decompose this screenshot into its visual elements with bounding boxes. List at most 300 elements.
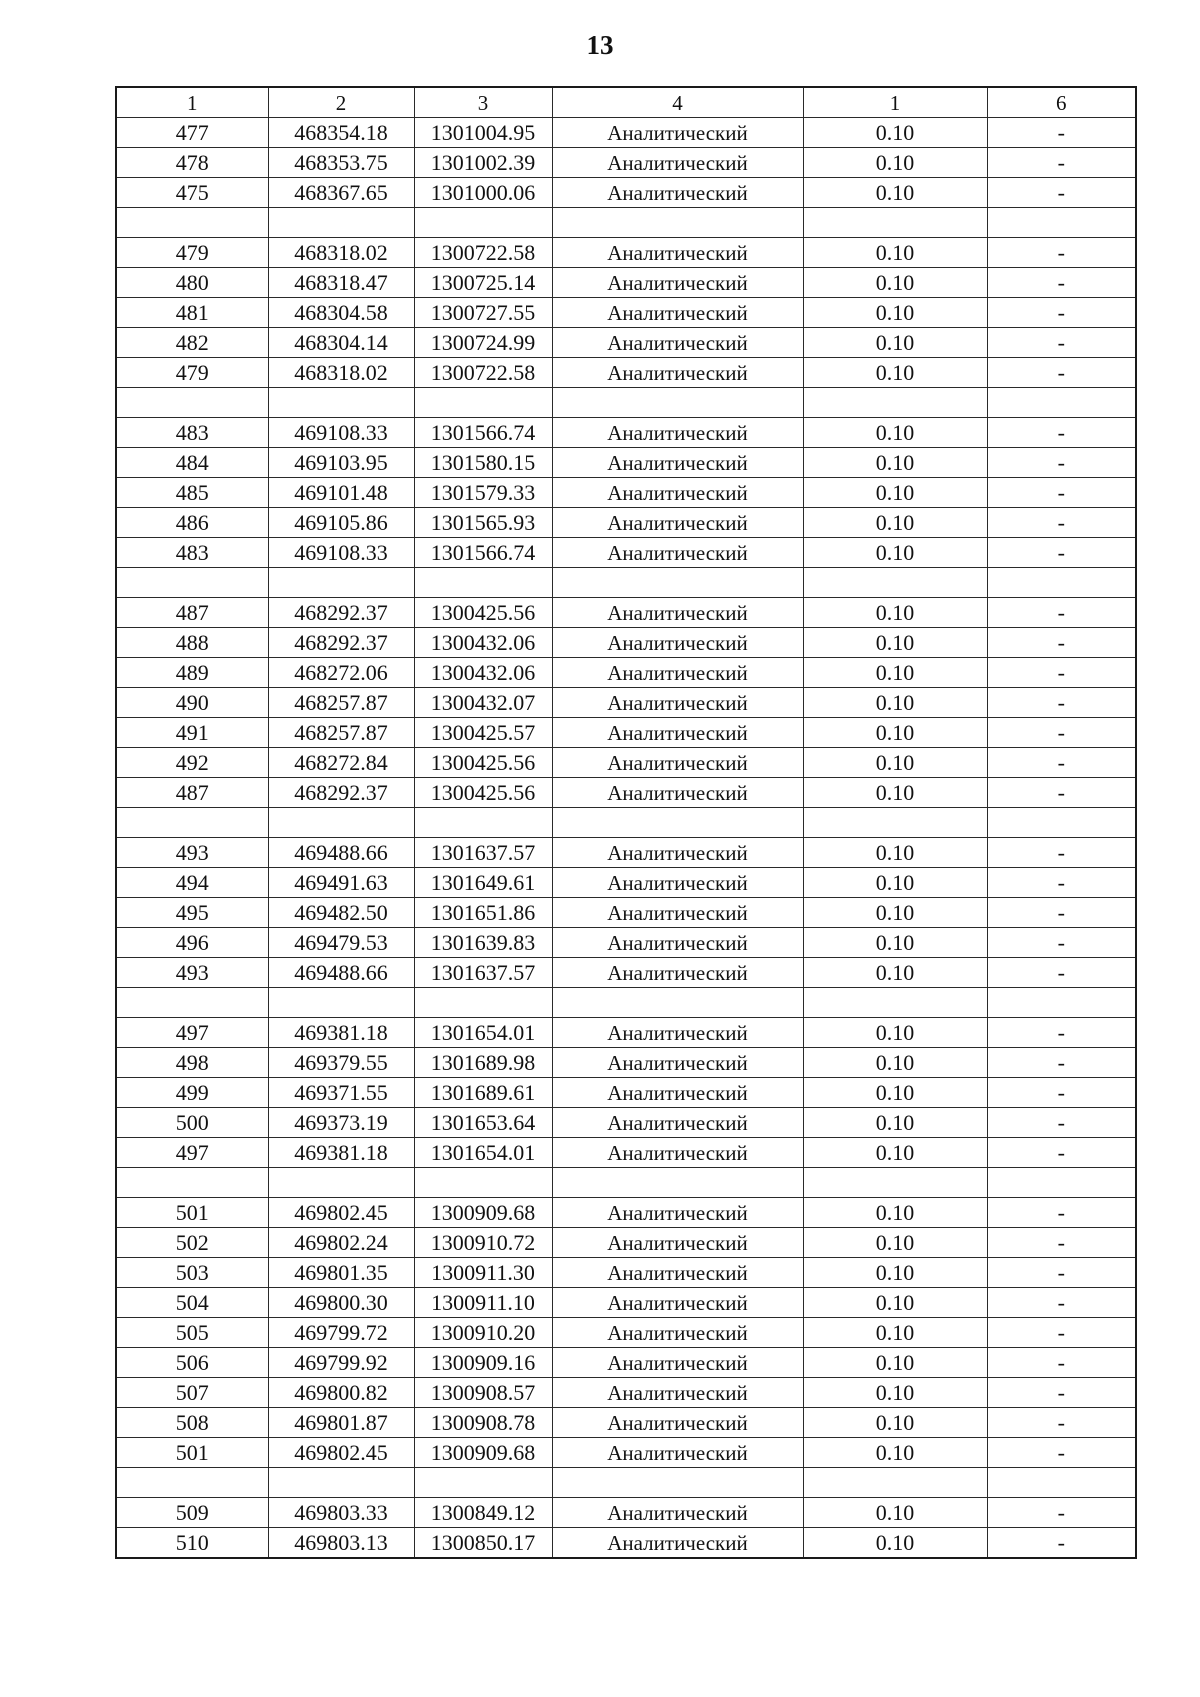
empty-cell <box>268 988 414 1018</box>
accuracy-cell: 0.10 <box>803 268 987 298</box>
note-cell: - <box>987 1048 1136 1078</box>
empty-cell <box>268 388 414 418</box>
note-cell: - <box>987 1198 1136 1228</box>
x-coordinate-cell: 468353.75 <box>268 148 414 178</box>
table-row <box>116 448 1136 478</box>
accuracy-cell: 0.10 <box>803 1018 987 1048</box>
y-coordinate-cell: 1301565.93 <box>414 508 552 538</box>
y-coordinate-cell: 1301566.74 <box>414 418 552 448</box>
method-cell: Аналитический <box>552 118 803 148</box>
note-cell: - <box>987 298 1136 328</box>
table-row <box>116 1108 1136 1138</box>
x-coordinate-cell: 469488.66 <box>268 838 414 868</box>
method-cell: Аналитический <box>552 238 803 268</box>
header-cell: 3 <box>414 87 552 118</box>
point-number-cell: 492 <box>116 748 268 778</box>
empty-cell <box>268 808 414 838</box>
y-coordinate-cell: 1300911.30 <box>414 1258 552 1288</box>
empty-cell <box>414 568 552 598</box>
empty-cell <box>414 208 552 238</box>
y-coordinate-cell: 1300425.56 <box>414 748 552 778</box>
point-number-cell: 509 <box>116 1498 268 1528</box>
table-row <box>116 658 1136 688</box>
separator-row <box>116 388 1136 418</box>
separator-row <box>116 988 1136 1018</box>
note-cell: - <box>987 1438 1136 1468</box>
x-coordinate-cell: 468272.84 <box>268 748 414 778</box>
point-number-cell: 487 <box>116 778 268 808</box>
method-cell: Аналитический <box>552 1348 803 1378</box>
y-coordinate-cell: 1301689.61 <box>414 1078 552 1108</box>
table-row <box>116 1498 1136 1528</box>
x-coordinate-cell: 469802.45 <box>268 1438 414 1468</box>
method-cell: Аналитический <box>552 1198 803 1228</box>
separator-row <box>116 568 1136 598</box>
point-number-cell: 502 <box>116 1228 268 1258</box>
point-number-cell: 483 <box>116 418 268 448</box>
y-coordinate-cell: 1301579.33 <box>414 478 552 508</box>
note-cell: - <box>987 418 1136 448</box>
x-coordinate-cell: 469479.53 <box>268 928 414 958</box>
y-coordinate-cell: 1300909.16 <box>414 1348 552 1378</box>
empty-cell <box>803 568 987 598</box>
accuracy-cell: 0.10 <box>803 1198 987 1228</box>
empty-cell <box>552 388 803 418</box>
note-cell: - <box>987 178 1136 208</box>
x-coordinate-cell: 468292.37 <box>268 628 414 658</box>
method-cell: Аналитический <box>552 1078 803 1108</box>
x-coordinate-cell: 469801.87 <box>268 1408 414 1438</box>
point-number-cell: 479 <box>116 358 268 388</box>
table-row <box>116 1318 1136 1348</box>
x-coordinate-cell: 469802.24 <box>268 1228 414 1258</box>
empty-cell <box>116 1168 268 1198</box>
note-cell: - <box>987 1228 1136 1258</box>
point-number-cell: 478 <box>116 148 268 178</box>
empty-cell <box>414 388 552 418</box>
y-coordinate-cell: 1300722.58 <box>414 358 552 388</box>
accuracy-cell: 0.10 <box>803 148 987 178</box>
point-number-cell: 497 <box>116 1138 268 1168</box>
accuracy-cell: 0.10 <box>803 178 987 208</box>
table-row <box>116 868 1136 898</box>
empty-cell <box>116 388 268 418</box>
method-cell: Аналитический <box>552 898 803 928</box>
y-coordinate-cell: 1300850.17 <box>414 1528 552 1559</box>
point-number-cell: 496 <box>116 928 268 958</box>
empty-cell <box>552 568 803 598</box>
empty-cell <box>987 1468 1136 1498</box>
note-cell: - <box>987 1498 1136 1528</box>
empty-cell <box>268 1168 414 1198</box>
method-cell: Аналитический <box>552 778 803 808</box>
y-coordinate-cell: 1301637.57 <box>414 958 552 988</box>
note-cell: - <box>987 118 1136 148</box>
table-row <box>116 1408 1136 1438</box>
empty-cell <box>987 568 1136 598</box>
method-cell: Аналитический <box>552 148 803 178</box>
separator-row <box>116 208 1136 238</box>
table-header-row <box>116 87 1136 118</box>
empty-cell <box>116 568 268 598</box>
empty-cell <box>552 988 803 1018</box>
y-coordinate-cell: 1300432.06 <box>414 628 552 658</box>
point-number-cell: 503 <box>116 1258 268 1288</box>
accuracy-cell: 0.10 <box>803 448 987 478</box>
method-cell: Аналитический <box>552 1498 803 1528</box>
x-coordinate-cell: 469800.30 <box>268 1288 414 1318</box>
point-number-cell: 488 <box>116 628 268 658</box>
x-coordinate-cell: 468354.18 <box>268 118 414 148</box>
point-number-cell: 489 <box>116 658 268 688</box>
y-coordinate-cell: 1300425.56 <box>414 778 552 808</box>
y-coordinate-cell: 1300910.20 <box>414 1318 552 1348</box>
x-coordinate-cell: 469491.63 <box>268 868 414 898</box>
point-number-cell: 497 <box>116 1018 268 1048</box>
table-row <box>116 1138 1136 1168</box>
note-cell: - <box>987 928 1136 958</box>
table-row <box>116 1438 1136 1468</box>
note-cell: - <box>987 148 1136 178</box>
table-row <box>116 268 1136 298</box>
x-coordinate-cell: 469371.55 <box>268 1078 414 1108</box>
accuracy-cell: 0.10 <box>803 1348 987 1378</box>
table-row <box>116 1528 1136 1559</box>
empty-cell <box>268 568 414 598</box>
y-coordinate-cell: 1301637.57 <box>414 838 552 868</box>
note-cell: - <box>987 718 1136 748</box>
point-number-cell: 495 <box>116 898 268 928</box>
x-coordinate-cell: 468304.58 <box>268 298 414 328</box>
note-cell: - <box>987 538 1136 568</box>
table-row <box>116 328 1136 358</box>
point-number-cell: 493 <box>116 958 268 988</box>
x-coordinate-cell: 469803.33 <box>268 1498 414 1528</box>
note-cell: - <box>987 1078 1136 1108</box>
method-cell: Аналитический <box>552 1378 803 1408</box>
x-coordinate-cell: 468367.65 <box>268 178 414 208</box>
accuracy-cell: 0.10 <box>803 1228 987 1258</box>
x-coordinate-cell: 469379.55 <box>268 1048 414 1078</box>
header-cell: 2 <box>268 87 414 118</box>
point-number-cell: 486 <box>116 508 268 538</box>
note-cell: - <box>987 748 1136 778</box>
empty-cell <box>803 1468 987 1498</box>
point-number-cell: 507 <box>116 1378 268 1408</box>
empty-cell <box>116 208 268 238</box>
empty-cell <box>414 988 552 1018</box>
y-coordinate-cell: 1300909.68 <box>414 1438 552 1468</box>
empty-cell <box>987 388 1136 418</box>
point-number-cell: 479 <box>116 238 268 268</box>
accuracy-cell: 0.10 <box>803 598 987 628</box>
empty-cell <box>552 1468 803 1498</box>
x-coordinate-cell: 469800.82 <box>268 1378 414 1408</box>
y-coordinate-cell: 1300724.99 <box>414 328 552 358</box>
method-cell: Аналитический <box>552 928 803 958</box>
accuracy-cell: 0.10 <box>803 868 987 898</box>
x-coordinate-cell: 469381.18 <box>268 1138 414 1168</box>
empty-cell <box>803 808 987 838</box>
accuracy-cell: 0.10 <box>803 118 987 148</box>
point-number-cell: 501 <box>116 1438 268 1468</box>
note-cell: - <box>987 1258 1136 1288</box>
method-cell: Аналитический <box>552 1048 803 1078</box>
y-coordinate-cell: 1301002.39 <box>414 148 552 178</box>
y-coordinate-cell: 1301639.83 <box>414 928 552 958</box>
note-cell: - <box>987 238 1136 268</box>
point-number-cell: 484 <box>116 448 268 478</box>
table-row <box>116 298 1136 328</box>
method-cell: Аналитический <box>552 328 803 358</box>
empty-cell <box>414 808 552 838</box>
note-cell: - <box>987 358 1136 388</box>
point-number-cell: 510 <box>116 1528 268 1559</box>
note-cell: - <box>987 1528 1136 1559</box>
method-cell: Аналитический <box>552 508 803 538</box>
point-number-cell: 481 <box>116 298 268 328</box>
accuracy-cell: 0.10 <box>803 1048 987 1078</box>
note-cell: - <box>987 628 1136 658</box>
method-cell: Аналитический <box>552 268 803 298</box>
point-number-cell: 480 <box>116 268 268 298</box>
accuracy-cell: 0.10 <box>803 838 987 868</box>
x-coordinate-cell: 468304.14 <box>268 328 414 358</box>
x-coordinate-cell: 469108.33 <box>268 418 414 448</box>
accuracy-cell: 0.10 <box>803 1408 987 1438</box>
table-row <box>116 1198 1136 1228</box>
note-cell: - <box>987 1348 1136 1378</box>
y-coordinate-cell: 1301004.95 <box>414 118 552 148</box>
table-row <box>116 178 1136 208</box>
method-cell: Аналитический <box>552 838 803 868</box>
note-cell: - <box>987 508 1136 538</box>
x-coordinate-cell: 469381.18 <box>268 1018 414 1048</box>
accuracy-cell: 0.10 <box>803 1528 987 1559</box>
y-coordinate-cell: 1301000.06 <box>414 178 552 208</box>
table-row <box>116 418 1136 448</box>
method-cell: Аналитический <box>552 688 803 718</box>
y-coordinate-cell: 1301654.01 <box>414 1138 552 1168</box>
table-row <box>116 1378 1136 1408</box>
note-cell: - <box>987 1108 1136 1138</box>
y-coordinate-cell: 1301654.01 <box>414 1018 552 1048</box>
accuracy-cell: 0.10 <box>803 658 987 688</box>
point-number-cell: 493 <box>116 838 268 868</box>
x-coordinate-cell: 468318.47 <box>268 268 414 298</box>
x-coordinate-cell: 469801.35 <box>268 1258 414 1288</box>
header-cell: 4 <box>552 87 803 118</box>
table-row <box>116 1078 1136 1108</box>
x-coordinate-cell: 468318.02 <box>268 358 414 388</box>
method-cell: Аналитический <box>552 178 803 208</box>
separator-row <box>116 808 1136 838</box>
method-cell: Аналитический <box>552 478 803 508</box>
y-coordinate-cell: 1301649.61 <box>414 868 552 898</box>
table-row <box>116 688 1136 718</box>
table-row <box>116 358 1136 388</box>
table-row <box>116 598 1136 628</box>
accuracy-cell: 0.10 <box>803 1498 987 1528</box>
empty-cell <box>552 808 803 838</box>
empty-cell <box>987 208 1136 238</box>
accuracy-cell: 0.10 <box>803 478 987 508</box>
table-body <box>116 87 1136 1558</box>
point-number-cell: 487 <box>116 598 268 628</box>
method-cell: Аналитический <box>552 1258 803 1288</box>
y-coordinate-cell: 1300425.57 <box>414 718 552 748</box>
method-cell: Аналитический <box>552 658 803 688</box>
note-cell: - <box>987 1318 1136 1348</box>
table-row <box>116 508 1136 538</box>
page-number: 13 <box>586 30 614 60</box>
y-coordinate-cell: 1301580.15 <box>414 448 552 478</box>
header-cell: 1 <box>116 87 268 118</box>
accuracy-cell: 0.10 <box>803 1258 987 1288</box>
y-coordinate-cell: 1301566.74 <box>414 538 552 568</box>
empty-cell <box>414 1468 552 1498</box>
method-cell: Аналитический <box>552 1138 803 1168</box>
table-row <box>116 898 1136 928</box>
empty-cell <box>987 988 1136 1018</box>
point-number-cell: 483 <box>116 538 268 568</box>
note-cell: - <box>987 958 1136 988</box>
method-cell: Аналитический <box>552 868 803 898</box>
x-coordinate-cell: 468272.06 <box>268 658 414 688</box>
table-row <box>116 748 1136 778</box>
note-cell: - <box>987 598 1136 628</box>
method-cell: Аналитический <box>552 418 803 448</box>
empty-cell <box>987 1168 1136 1198</box>
note-cell: - <box>987 478 1136 508</box>
separator-row <box>116 1168 1136 1198</box>
y-coordinate-cell: 1300849.12 <box>414 1498 552 1528</box>
point-number-cell: 491 <box>116 718 268 748</box>
accuracy-cell: 0.10 <box>803 1378 987 1408</box>
accuracy-cell: 0.10 <box>803 748 987 778</box>
point-number-cell: 506 <box>116 1348 268 1378</box>
point-number-cell: 500 <box>116 1108 268 1138</box>
y-coordinate-cell: 1300908.78 <box>414 1408 552 1438</box>
x-coordinate-cell: 469103.95 <box>268 448 414 478</box>
accuracy-cell: 0.10 <box>803 1438 987 1468</box>
table-row <box>116 1348 1136 1378</box>
point-number-cell: 508 <box>116 1408 268 1438</box>
header-cell: 6 <box>987 87 1136 118</box>
table-row <box>116 478 1136 508</box>
x-coordinate-cell: 469802.45 <box>268 1198 414 1228</box>
table-row <box>116 838 1136 868</box>
method-cell: Аналитический <box>552 358 803 388</box>
accuracy-cell: 0.10 <box>803 1078 987 1108</box>
accuracy-cell: 0.10 <box>803 928 987 958</box>
note-cell: - <box>987 688 1136 718</box>
y-coordinate-cell: 1300725.14 <box>414 268 552 298</box>
accuracy-cell: 0.10 <box>803 508 987 538</box>
point-number-cell: 475 <box>116 178 268 208</box>
accuracy-cell: 0.10 <box>803 1108 987 1138</box>
empty-cell <box>552 208 803 238</box>
x-coordinate-cell: 468292.37 <box>268 778 414 808</box>
note-cell: - <box>987 898 1136 928</box>
accuracy-cell: 0.10 <box>803 328 987 358</box>
accuracy-cell: 0.10 <box>803 538 987 568</box>
table-row <box>116 1258 1136 1288</box>
method-cell: Аналитический <box>552 628 803 658</box>
separator-row <box>116 1468 1136 1498</box>
y-coordinate-cell: 1300432.06 <box>414 658 552 688</box>
accuracy-cell: 0.10 <box>803 1288 987 1318</box>
y-coordinate-cell: 1301651.86 <box>414 898 552 928</box>
method-cell: Аналитический <box>552 598 803 628</box>
empty-cell <box>552 1168 803 1198</box>
x-coordinate-cell: 469105.86 <box>268 508 414 538</box>
method-cell: Аналитический <box>552 1108 803 1138</box>
point-number-cell: 494 <box>116 868 268 898</box>
empty-cell <box>803 208 987 238</box>
accuracy-cell: 0.10 <box>803 778 987 808</box>
point-number-cell: 498 <box>116 1048 268 1078</box>
x-coordinate-cell: 468257.87 <box>268 688 414 718</box>
method-cell: Аналитический <box>552 1288 803 1318</box>
note-cell: - <box>987 268 1136 298</box>
point-number-cell: 485 <box>116 478 268 508</box>
x-coordinate-cell: 469488.66 <box>268 958 414 988</box>
x-coordinate-cell: 469101.48 <box>268 478 414 508</box>
method-cell: Аналитический <box>552 1018 803 1048</box>
table-row <box>116 778 1136 808</box>
y-coordinate-cell: 1300432.07 <box>414 688 552 718</box>
table-row <box>116 1048 1136 1078</box>
accuracy-cell: 0.10 <box>803 238 987 268</box>
method-cell: Аналитический <box>552 1528 803 1559</box>
empty-cell <box>268 1468 414 1498</box>
empty-cell <box>987 808 1136 838</box>
method-cell: Аналитический <box>552 298 803 328</box>
y-coordinate-cell: 1301689.98 <box>414 1048 552 1078</box>
y-coordinate-cell: 1300909.68 <box>414 1198 552 1228</box>
point-number-cell: 505 <box>116 1318 268 1348</box>
empty-cell <box>116 1468 268 1498</box>
note-cell: - <box>987 1378 1136 1408</box>
note-cell: - <box>987 1408 1136 1438</box>
method-cell: Аналитический <box>552 1318 803 1348</box>
accuracy-cell: 0.10 <box>803 418 987 448</box>
x-coordinate-cell: 469799.72 <box>268 1318 414 1348</box>
method-cell: Аналитический <box>552 538 803 568</box>
x-coordinate-cell: 468292.37 <box>268 598 414 628</box>
accuracy-cell: 0.10 <box>803 688 987 718</box>
method-cell: Аналитический <box>552 748 803 778</box>
x-coordinate-cell: 469373.19 <box>268 1108 414 1138</box>
point-number-cell: 490 <box>116 688 268 718</box>
x-coordinate-cell: 468257.87 <box>268 718 414 748</box>
table-row <box>116 1288 1136 1318</box>
x-coordinate-cell: 469799.92 <box>268 1348 414 1378</box>
note-cell: - <box>987 328 1136 358</box>
table-row <box>116 718 1136 748</box>
y-coordinate-cell: 1300727.55 <box>414 298 552 328</box>
note-cell: - <box>987 778 1136 808</box>
empty-cell <box>268 208 414 238</box>
y-coordinate-cell: 1301653.64 <box>414 1108 552 1138</box>
empty-cell <box>803 988 987 1018</box>
point-number-cell: 499 <box>116 1078 268 1108</box>
x-coordinate-cell: 469108.33 <box>268 538 414 568</box>
empty-cell <box>116 988 268 1018</box>
x-coordinate-cell: 469482.50 <box>268 898 414 928</box>
table-row <box>116 118 1136 148</box>
